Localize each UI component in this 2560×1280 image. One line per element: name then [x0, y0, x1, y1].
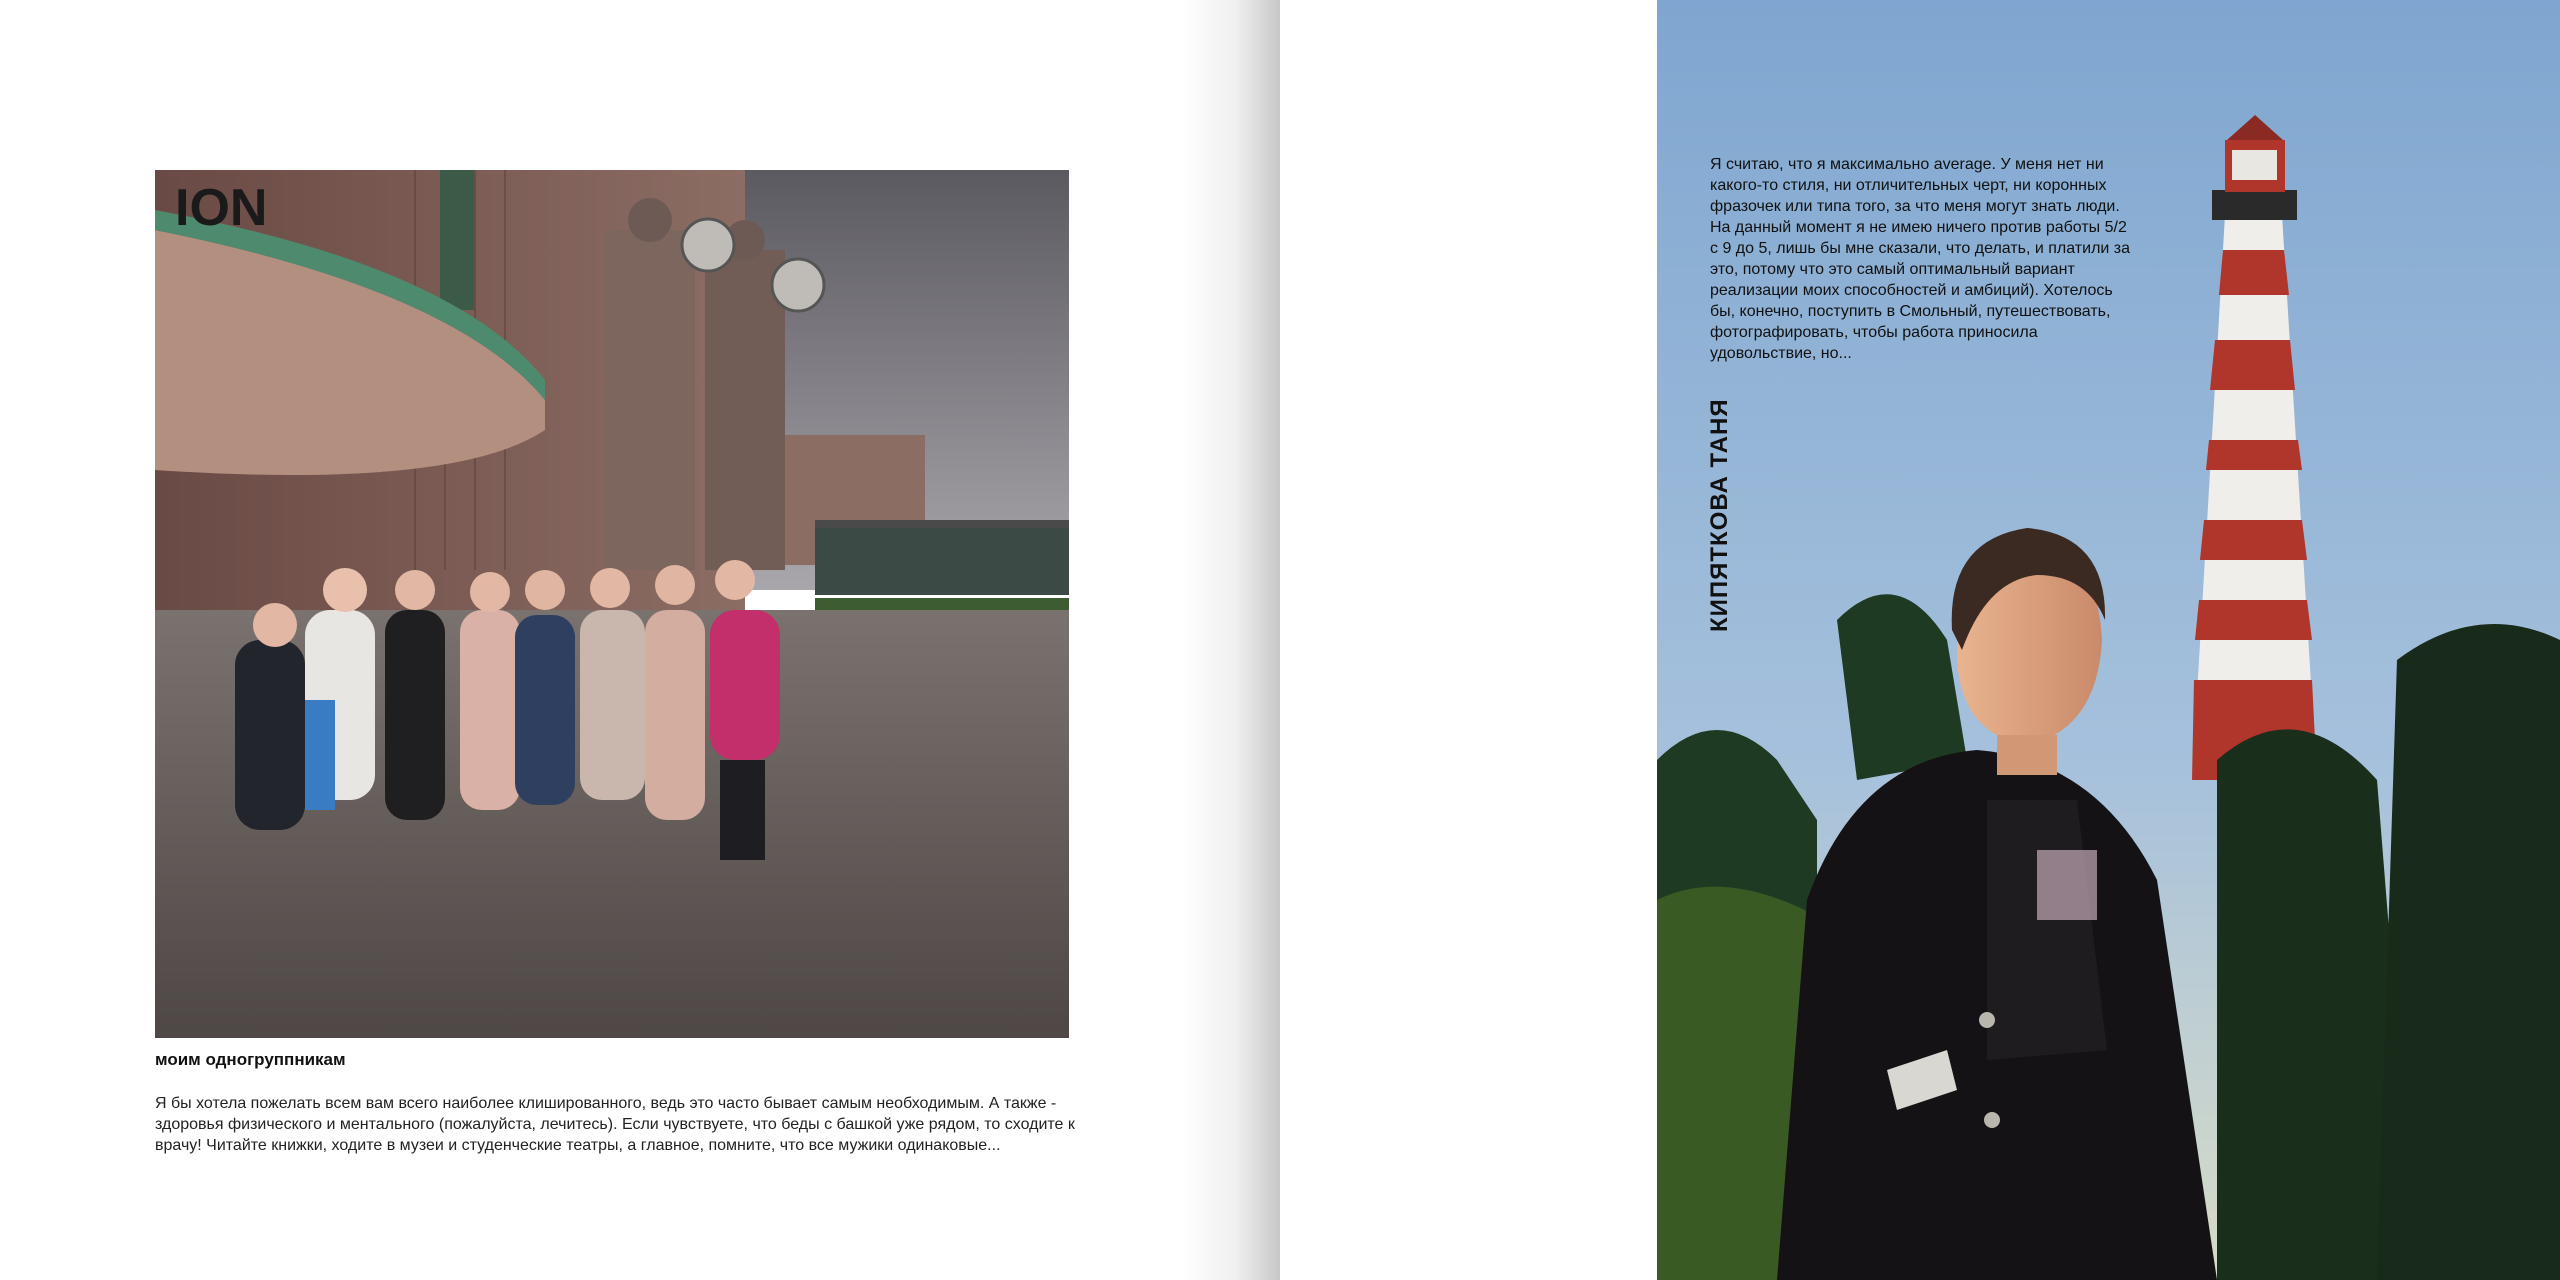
- group-photo: [155, 170, 1069, 1038]
- caption-body: Я бы хотела пожелать всем вам всего наиболее клишированного, ведь это часто бывает самым необходимым. А также - здоровья физического и ментального (пожалуйста, лечитесь). Если чувствуете, что беды с башкой уже рядом, то сходите к врачу! Читайте книжки, ходите в музеи и студенческие театры, а главное, помните, что все мужики одинаковые...: [155, 1095, 1075, 1154]
- caption-title: моим одногруппникам: [155, 1050, 346, 1069]
- author-name: КИПЯТКОВА ТАНЯ: [1706, 398, 1733, 632]
- station-sign-text: ION: [175, 179, 268, 237]
- quote-text: Я считаю, что я максимально average. У меня нет ни какого-то стиля, ни отличительных черт, ни коронных фразочек или типа того, за что меня могут знать люди. На данный момент я не имею ничего против работы 5/2 с 9 до 5, лишь бы мне сказали, что делать, и платили за это, потому что это самый оптимальный вариант реализации моих способностей и амбиций). Хотелось бы, конечно, поступить в Смольный, путешествовать, фотографировать, чтобы работа приносила удовольствие, но...: [1710, 156, 2131, 362]
- gutter-shadow: [1180, 0, 1280, 1280]
